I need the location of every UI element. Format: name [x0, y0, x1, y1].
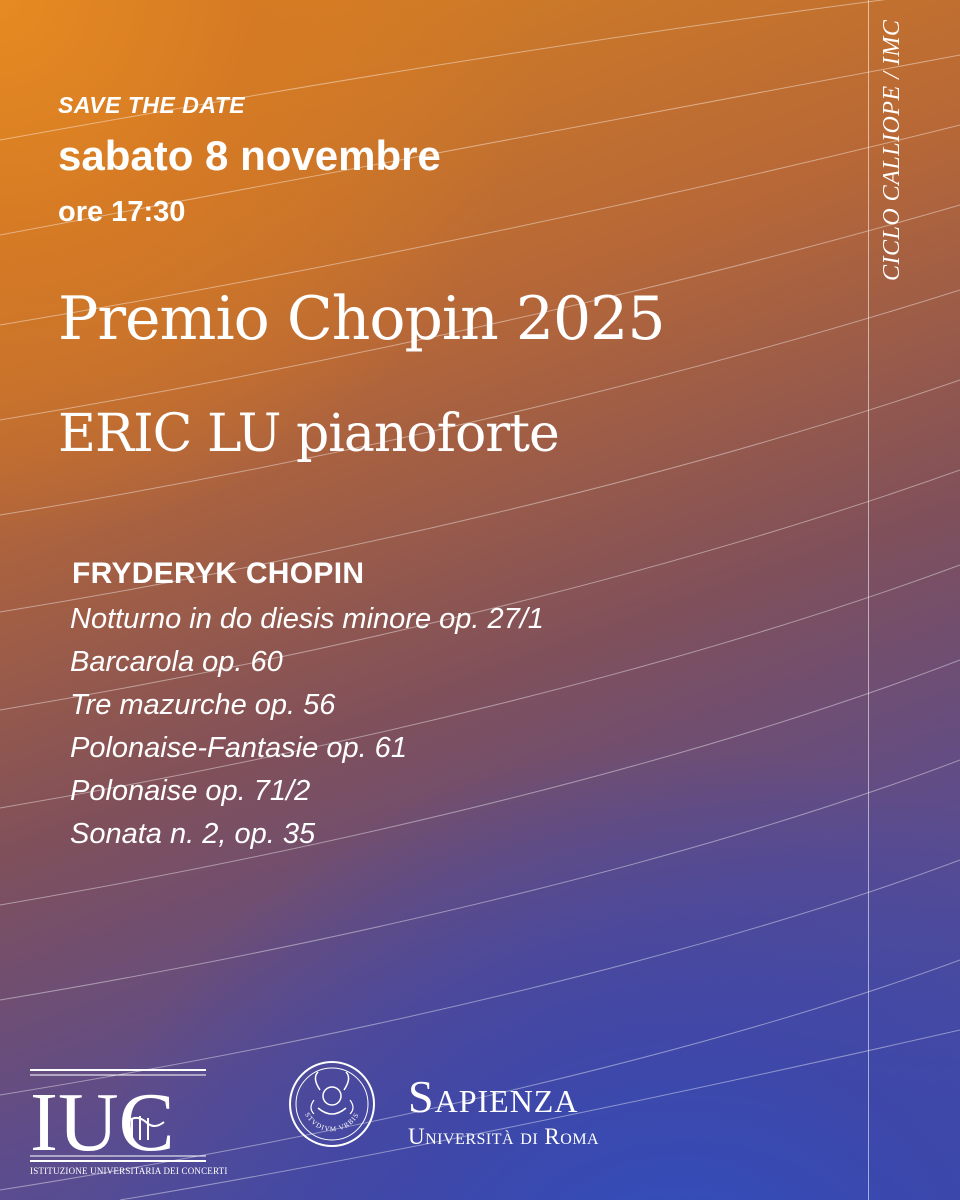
event-time: ore 17:30 [58, 196, 186, 228]
program-item: Notturno in do diesis minore op. 27/1 [70, 603, 544, 635]
program-list [70, 598, 544, 856]
program-item: Tre mazurche op. 56 [70, 689, 336, 721]
event-date: sabato 8 novembre [58, 132, 441, 179]
vertical-divider [868, 0, 869, 1200]
program-item: Sonata n. 2, op. 35 [70, 818, 316, 850]
iuc-logo [28, 1066, 228, 1184]
iuc-letters: IUC [30, 1076, 175, 1166]
series-label: CICLO CALLIOPE / IMC [879, 20, 905, 282]
sapienza-logo [408, 1071, 600, 1150]
sapienza-seal-icon [288, 1060, 376, 1148]
performer: ERIC LU pianoforte [58, 404, 559, 464]
save-the-date: SAVE THE DATE [58, 92, 246, 118]
program-item: Polonaise op. 71/2 [70, 775, 311, 807]
iuc-logo-mark [28, 1066, 210, 1166]
composer: FRYDERYK CHOPIN [72, 557, 365, 590]
program-item: Barcarola op. 60 [70, 646, 283, 678]
sapienza-name: Sapienza [408, 1071, 579, 1122]
program-item: Polonaise-Fantasie op. 61 [70, 732, 407, 764]
seal-text: STVDIVM VRBIS [303, 1111, 361, 1134]
sapienza-subtitle: Università di Roma [408, 1124, 600, 1149]
event-title: Premio Chopin 2025 [58, 284, 665, 354]
iuc-caption: ISTITUZIONE UNIVERSITARIA DEI CONCERTI [30, 1166, 228, 1176]
